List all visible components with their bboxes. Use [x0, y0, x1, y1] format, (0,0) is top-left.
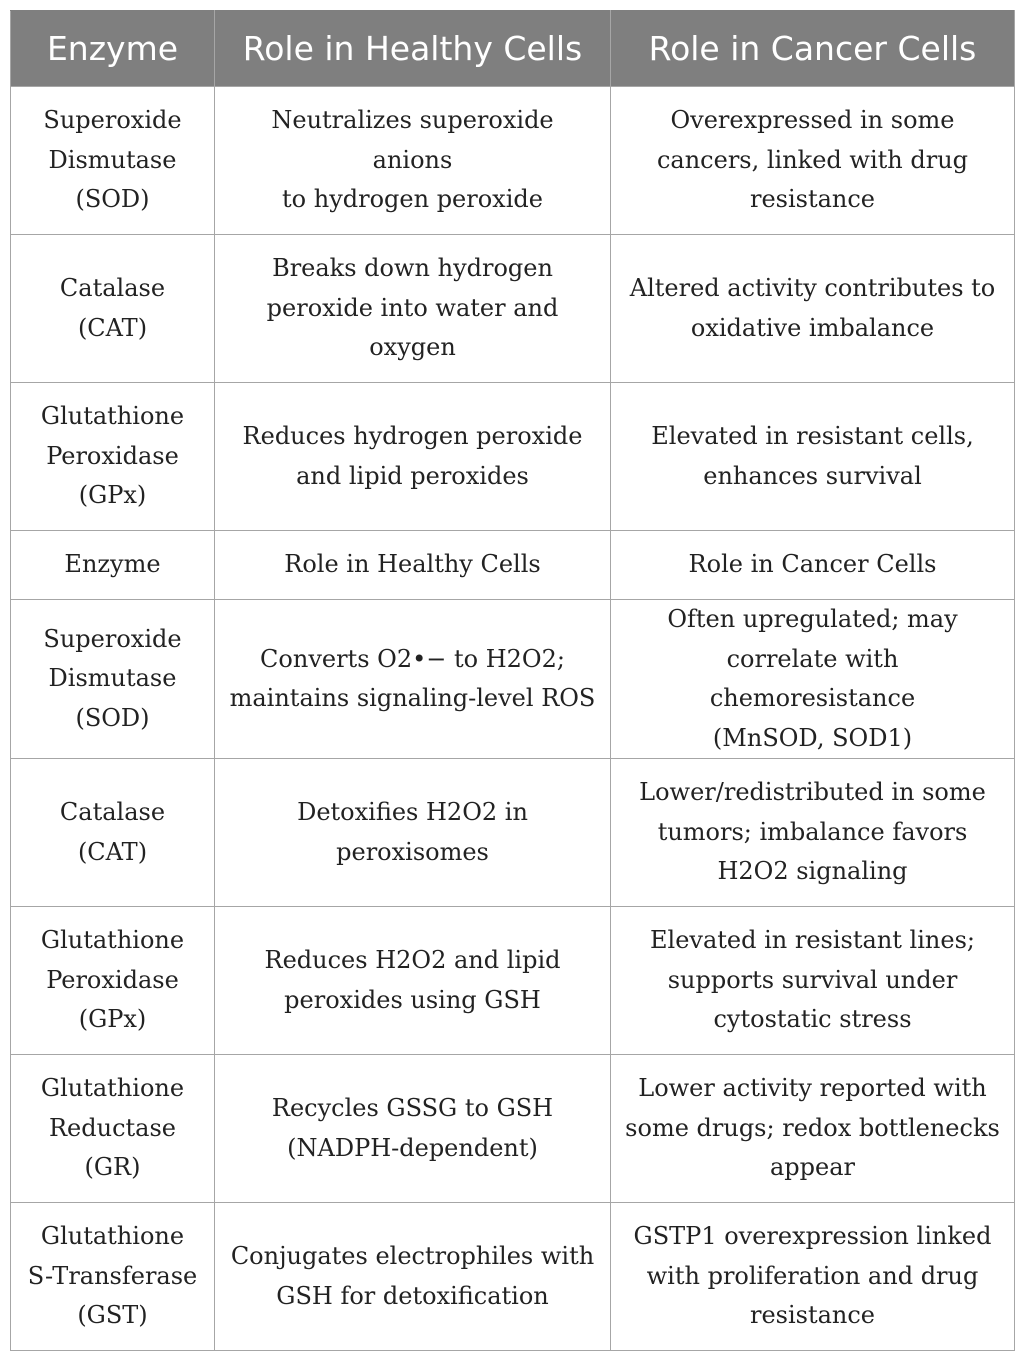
cell-text-line: oxygen: [369, 333, 456, 362]
cell-text-line: Elevated in resistant cells,: [651, 422, 974, 450]
header-row: [11, 11, 1015, 87]
table-row: [11, 235, 1015, 383]
cell-text-line: (GST): [77, 1301, 148, 1330]
cell-role-cancer: [611, 907, 1015, 1055]
cell-text-line: Lower activity reported with: [638, 1074, 987, 1103]
cell-text-line: (GR): [84, 1153, 141, 1182]
cell-text-line: Converts O2•− to H2O2;: [260, 644, 565, 673]
cell-text-line: Reduces hydrogen peroxide: [242, 422, 583, 450]
table-row: [11, 759, 1015, 907]
cell-text-line: (SOD): [75, 703, 150, 732]
header-role-cancer: Role in Cancer Cells: [611, 11, 1015, 87]
cell-text-line: Glutathione: [40, 402, 185, 431]
cell-role-healthy: [215, 907, 611, 1055]
table-row: [11, 1055, 1015, 1203]
table-header: [11, 11, 1015, 87]
cell-text-line: tumors; imbalance favors: [657, 817, 968, 846]
cell-enzyme: [11, 759, 215, 907]
cell-text-line: oxidative imbalance: [690, 313, 935, 342]
cell-role-healthy: [215, 531, 611, 600]
cell-text-line: peroxides using GSH: [284, 985, 541, 1014]
table-row: [11, 1203, 1015, 1351]
cell-enzyme: [11, 600, 215, 759]
cell-role-cancer: [611, 1055, 1015, 1203]
table-row: [11, 907, 1015, 1055]
cell-text-line: Reductase: [48, 1113, 176, 1142]
cell-enzyme: [11, 235, 215, 383]
cell-text-line: resistance: [749, 185, 876, 214]
cell-text-line: some drugs; redox bottlenecks: [625, 1113, 1000, 1142]
cell-text-line: cancers, linked with drug: [656, 145, 969, 174]
cell-text-line: Elevated in resistant lines;: [650, 926, 975, 955]
cell-text-line: Catalase: [59, 274, 166, 302]
cell-enzyme: [11, 531, 215, 600]
header-enzyme: Enzyme: [11, 11, 215, 87]
cell-role-healthy: [215, 600, 611, 759]
cell-role-healthy: [215, 1055, 611, 1203]
cell-text-line: Catalase: [59, 798, 166, 826]
cell-enzyme: [11, 1203, 215, 1351]
cell-text-line: Superoxide: [43, 106, 182, 135]
cell-text-line: with proliferation and drug: [646, 1261, 979, 1290]
cell-enzyme: [11, 383, 215, 531]
cell-text-line: S-Transferase: [27, 1261, 198, 1290]
cell-text-line: Role in Healthy Cells: [284, 550, 541, 579]
table-body: [11, 87, 1015, 1351]
cell-text-line: and lipid peroxides: [296, 461, 529, 490]
cell-role-cancer: [611, 531, 1015, 600]
cell-text-line: enhances survival: [703, 461, 922, 490]
table-row: [11, 87, 1015, 235]
cell-text-line: Peroxidase: [46, 441, 179, 470]
cell-text-line: Dismutase: [48, 664, 177, 693]
cell-text-line: Glutathione: [40, 1074, 185, 1103]
table-row: [11, 383, 1015, 531]
cell-role-healthy: [215, 1203, 611, 1351]
cell-text-line: Lower/redistributed in some: [639, 778, 986, 807]
cell-text-line: Glutathione: [40, 1222, 185, 1251]
cell-enzyme: [11, 87, 215, 235]
cell-text-line: cytostatic stress: [713, 1005, 912, 1034]
cell-text-line: GSTP1 overexpression linked: [633, 1222, 992, 1251]
cell-text-line: maintains signaling-level ROS: [229, 684, 596, 712]
cell-text-line: Often upregulated; may: [667, 605, 958, 633]
cell-text-line: Superoxide: [43, 624, 182, 653]
cell-role-cancer: [611, 87, 1015, 235]
cell-role-cancer: [611, 235, 1015, 383]
cell-text-line: (GPx): [78, 481, 147, 510]
cell-text-line: Neutralizes superoxide anions: [271, 106, 554, 174]
cell-text-line: to hydrogen peroxide: [282, 185, 543, 214]
cell-text-line: (CAT): [77, 313, 148, 342]
cell-text-line: correlate with chemoresistance: [709, 644, 916, 712]
cell-text-line: GSH for detoxification: [276, 1281, 549, 1310]
cell-text-line: supports survival under: [667, 965, 958, 994]
cell-text-line: (NADPH-dependent): [287, 1133, 538, 1162]
cell-role-healthy: [215, 87, 611, 235]
cell-role-cancer: [611, 759, 1015, 907]
cell-text-line: Conjugates electrophiles with: [230, 1242, 595, 1270]
cell-text-line: Breaks down hydrogen: [272, 254, 553, 283]
enzyme-table-container: [10, 10, 1014, 1351]
cell-role-healthy: [215, 383, 611, 531]
cell-text-line: Altered activity contributes to: [629, 274, 996, 302]
header-role-healthy: Role in Healthy Cells: [215, 11, 611, 87]
cell-enzyme: [11, 1055, 215, 1203]
cell-text-line: (GPx): [78, 1005, 147, 1034]
cell-text-line: peroxide into water and: [266, 293, 559, 322]
cell-text-line: Reduces H2O2 and lipid: [264, 946, 561, 974]
cell-text-line: Glutathione: [40, 926, 185, 955]
cell-text-line: (CAT): [77, 837, 148, 866]
cell-role-cancer: [611, 383, 1015, 531]
cell-enzyme: [11, 907, 215, 1055]
cell-text-line: Recycles GSSG to GSH: [271, 1094, 554, 1122]
cell-text-line: H2O2 signaling: [717, 857, 908, 886]
enzyme-roles-table: [10, 10, 1015, 1351]
cell-role-healthy: [215, 235, 611, 383]
table-row: [11, 600, 1015, 759]
cell-text-line: Role in Cancer Cells: [688, 550, 937, 579]
cell-role-cancer: [611, 1203, 1015, 1351]
cell-text-line: (SOD): [75, 185, 150, 214]
cell-text-line: peroxisomes: [336, 837, 489, 866]
cell-role-healthy: [215, 759, 611, 907]
cell-text-line: Detoxifies H2O2 in: [297, 798, 528, 826]
cell-text-line: Dismutase: [48, 145, 177, 174]
cell-text-line: Peroxidase: [46, 965, 179, 994]
cell-text-line: Enzyme: [64, 550, 161, 579]
cell-role-cancer: [611, 600, 1015, 759]
table-row: [11, 531, 1015, 600]
cell-text-line: (MnSOD, SOD1): [712, 723, 913, 752]
cell-text-line: resistance: [749, 1301, 876, 1330]
cell-text-line: Overexpressed in some: [670, 106, 955, 135]
cell-text-line: appear: [769, 1153, 856, 1182]
